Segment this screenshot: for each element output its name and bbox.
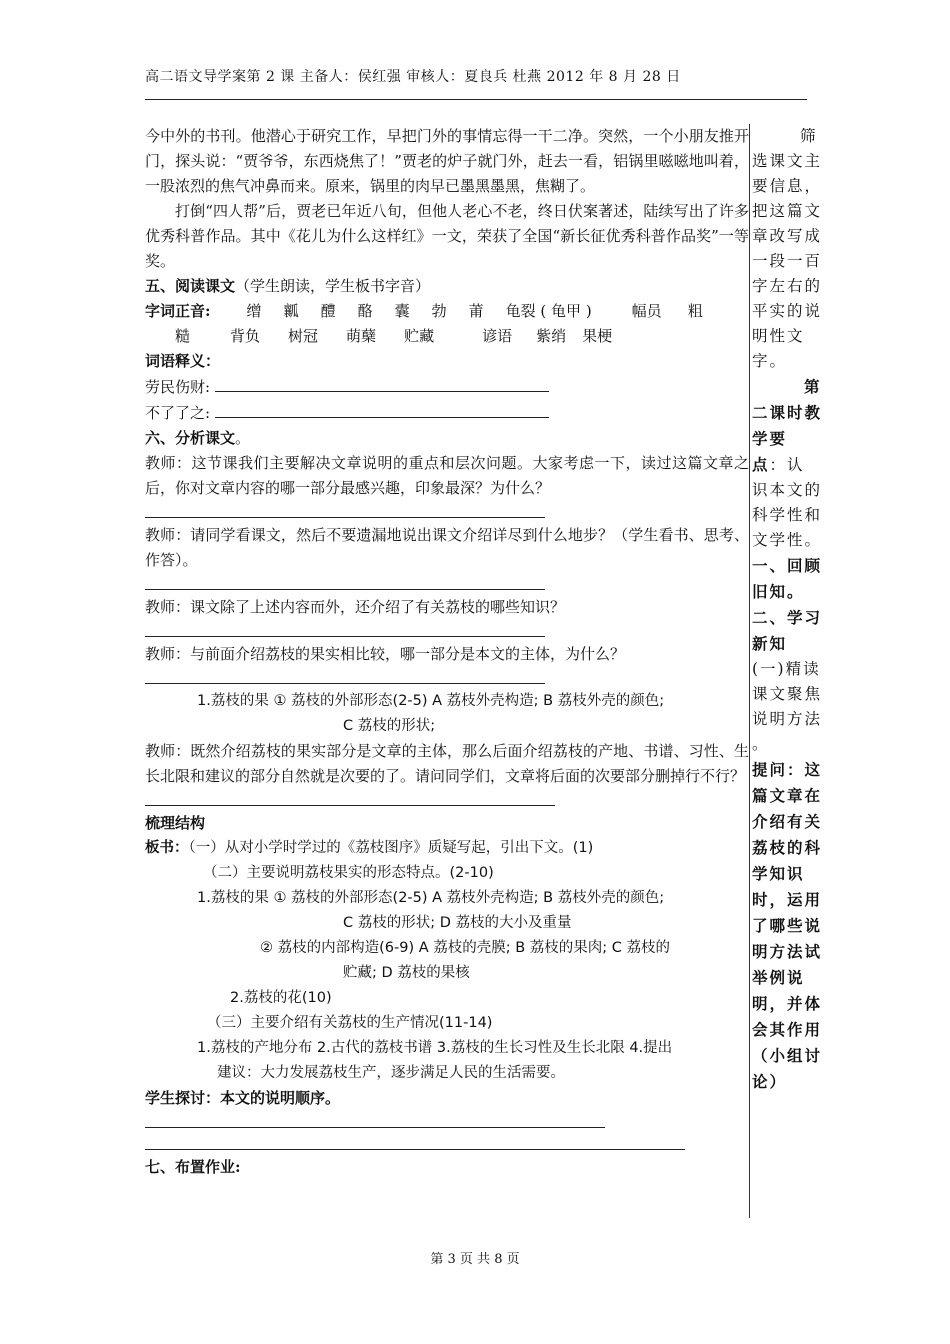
section-7-heading: [145, 1155, 749, 1180]
pronunciation-label: 字词正音:: [145, 302, 211, 320]
char: 谚语: [482, 327, 513, 345]
char: 果梗: [582, 327, 613, 345]
side-note-6: [752, 757, 822, 1095]
char: 囊: [394, 302, 410, 320]
char: 贮藏: [404, 327, 435, 345]
side-note-4: [752, 605, 822, 657]
answer-line[interactable]: [145, 501, 545, 518]
board-line-9: 1.荔枝的产地分布 2.古代的荔枝书谱 3.荔枝的生长习性及生长北限 4.提出: [197, 1040, 673, 1056]
section-7-title: 七、布置作业:: [145, 1158, 241, 1176]
answer-line[interactable]: [145, 1133, 685, 1150]
side-note-2-bold: 第二课时教学要点: [752, 377, 823, 474]
answer-line[interactable]: [145, 1111, 605, 1128]
char: 酪: [357, 302, 373, 320]
side-note-2: [752, 374, 822, 553]
answer-line[interactable]: [145, 789, 555, 806]
main-column: [145, 124, 749, 1180]
board-line-8: （三）主要介绍有关荔枝的生产情况(11-14): [207, 1015, 493, 1031]
section-5-heading: [145, 274, 749, 299]
char: 勃: [431, 302, 447, 320]
char: 缯: [246, 302, 262, 320]
board-line-1: [145, 836, 749, 861]
char: 瓤: [283, 302, 299, 320]
char: 龟裂 ( 龟甲 ): [505, 302, 592, 320]
char: 醴: [320, 302, 336, 320]
side-note-4-text: 二、学习新知: [752, 608, 823, 653]
paragraph-1: 今中外的书刊。他潜心于研究工作，早把门外的事情忘得一干二净。突然，一个小朋友推开门，探头说：“贾爷爷，东西烧焦了！”贾老的炉子就门外，赶去一看，铝锅里嗞嗞地叫着，一股浓烈的焦气冲鼻而来。原来，锅里的肉早已墨黑墨黑，焦糊了。: [145, 127, 749, 195]
char: 萌蘖: [346, 327, 377, 345]
side-note-6-rest: （小组讨论）: [752, 1046, 823, 1091]
pronunciation-line-2: [145, 324, 749, 349]
section-5-note: （学生朗读，学生板书字音）: [235, 277, 431, 295]
vocab-term: 不了了之:: [145, 404, 211, 422]
char: 粗: [687, 302, 703, 320]
char: 幅员: [631, 302, 662, 320]
side-note-2-rest: ：认识本文的科学性和文学性。: [752, 456, 823, 549]
vocab-label: 词语释义：: [145, 352, 221, 370]
student-explore: [145, 1086, 749, 1111]
section-6-dot: 。: [235, 429, 251, 447]
fruit-outline-line-2: C 荔枝的形状;: [343, 718, 436, 734]
side-note-6-bold: 提问：这篇文章在介绍有关荔枝的科学知识时，运用了哪些说明方法试举例说明，并体会其作用: [752, 760, 823, 1039]
board-line-4: C 荔枝的形状; D 荔枝的大小及重量: [343, 915, 572, 931]
paragraph-2: 打倒“四人帮”后，贾老已年近八旬，但他人老心不老，终日伏案著述，陆续写出了许多优秀科普作品。其中《花儿为什么这样红》一文，荣获了全国“新长征优秀科普作品奖”一等奖。: [145, 202, 749, 270]
header-divider: [145, 99, 807, 100]
answer-line[interactable]: [145, 620, 545, 637]
structure-heading: [145, 811, 749, 836]
vocab-term: 劳民伤财:: [145, 378, 211, 396]
page-footer: 第 3 页 共 8 页: [430, 1252, 520, 1267]
answer-line[interactable]: [145, 573, 545, 590]
side-note-3: [752, 553, 822, 605]
teacher-question-3: 教师：课文除了上述内容而外，还介绍了有关荔枝的哪些知识？: [145, 598, 566, 616]
side-notes: [752, 124, 822, 1095]
answer-line[interactable]: [145, 667, 545, 684]
answer-blank[interactable]: [215, 374, 549, 392]
char: 背负: [230, 327, 261, 345]
char: 莆: [468, 302, 484, 320]
vocab-item-1: [145, 374, 749, 400]
board-text: （一）从对小学时学过的《荔枝图序》质疑写起，引出下文。(1): [188, 840, 594, 856]
section-6-heading: [145, 426, 749, 451]
side-note-3-text: 一、回顾旧知。: [752, 556, 823, 601]
pronunciation-line-1: [145, 299, 749, 324]
side-note-1: 筛选课文主要信息，把这篇文章改写成一段一百字左右的平实的说明性文字。: [752, 127, 823, 370]
answer-blank[interactable]: [215, 400, 549, 418]
student-explore-text: 学生探讨：本文的说明顺序。: [145, 1089, 341, 1107]
teacher-question-5: 教师：既然介绍荔枝的果实部分是文章的主体，那么后面介绍荔枝的产地、书谱、习性、生长北限和建议的部分自然就是次要的了。请问同学们，文章将后面的次要部分删掉行不行？: [145, 742, 749, 785]
section-6-title: 六、分析课文: [145, 429, 236, 447]
teacher-question-1: 教师：这节课我们主要解决文章说明的重点和层次问题。大家考虑一下，读过这篇文章之后，你对文章内容的哪一部分最感兴趣，印象最深？为什么？: [145, 454, 749, 497]
board-line-7: 2.荔枝的花(10): [230, 990, 332, 1006]
board-line-2: （二）主要说明荔枝果实的形态特点。(2-10): [203, 865, 494, 881]
structure-title: 梳理结构: [145, 814, 206, 832]
vocab-heading: [145, 349, 749, 374]
page-header: 高二语文导学案第 2 课 主备人：侯红强 审核人：夏良兵 杜燕 2012 年 8 月 28 日: [145, 69, 681, 85]
column-divider: [749, 124, 750, 1218]
side-note-5: (一)精读课文聚焦说明方法 。: [752, 660, 823, 753]
char: 糙: [175, 327, 191, 345]
board-line-5: ② 荔枝的内部构造(6-9) A 荔枝的壳膜; B 荔枝的果肉; C 荔枝的: [260, 940, 671, 956]
board-label: 板书：: [145, 840, 189, 856]
teacher-question-4: 教师：与前面介绍荔枝的果实相比较，哪一部分是本文的主体，为什么？: [145, 645, 626, 663]
section-5-title: 五、阅读课文: [145, 277, 236, 295]
board-line-10: 建议：大力发展荔枝生产，逐步满足人民的生活需要。: [217, 1065, 565, 1081]
char: 紫绡: [536, 327, 567, 345]
board-line-6: 贮藏; D 荔枝的果核: [343, 965, 470, 981]
teacher-question-2: 教师：请同学看课文，然后不要遗漏地说出课文介绍详尽到什么地步？（学生看书、思考、作答）。: [145, 526, 749, 569]
char: 树冠: [288, 327, 319, 345]
fruit-outline-line-1: 1.荔枝的果 ① 荔枝的外部形态(2-5) A 荔枝外壳构造; B 荔枝外壳的颜色;: [197, 693, 665, 709]
vocab-item-2: [145, 400, 749, 426]
board-line-3: 1.荔枝的果 ① 荔枝的外部形态(2-5) A 荔枝外壳构造; B 荔枝外壳的颜色;: [197, 890, 665, 906]
